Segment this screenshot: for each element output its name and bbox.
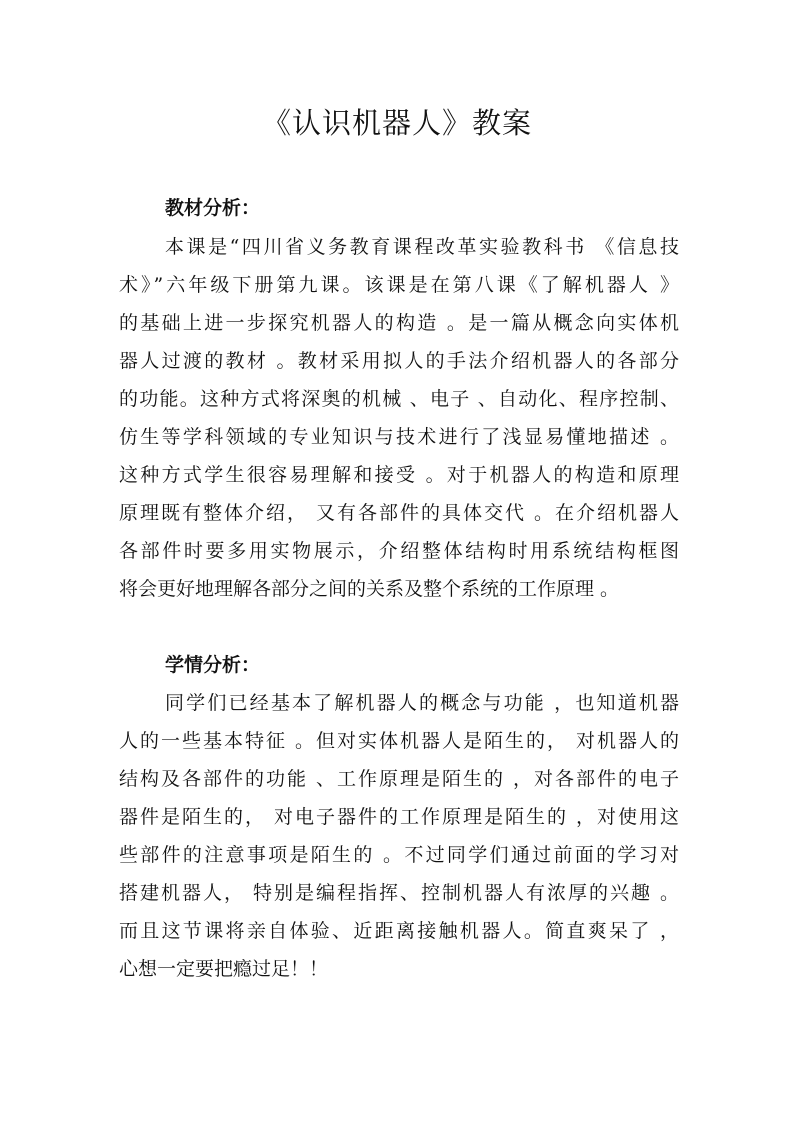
paragraph-line: 结构及各部件的功能 、工作原理是陌生的 ，对各部件的电子 <box>119 768 679 790</box>
paragraph-line: 的基础上进一步探究机器人的构造 。是一篇从概念向实体机 <box>119 312 679 334</box>
paragraph-line: 人的一些基本特征 。但对实体机器人是陌生的， 对机器人的 <box>119 730 679 752</box>
paragraph-line: 原理既有整体介绍， 又有各部件的具体交代 。在介绍机器人 <box>119 502 679 524</box>
paragraph-line: 器件是陌生的， 对电子器件的工作原理是陌生的 ，对使用这 <box>119 806 679 828</box>
paragraph-line: 的功能。这种方式将深奥的机械 、电子 、自动化、程序控制、 <box>119 388 679 410</box>
document-title: 《认识机器人》教案 <box>261 106 532 140</box>
paragraph-line: 这种方式学生很容易理解和接受 。对于机器人的构造和原理 <box>119 464 679 486</box>
paragraph-line: 器人过渡的教材 。教材采用拟人的手法介绍机器人的各部分 <box>119 350 679 372</box>
paragraph-line: 而且这节课将亲自体验、近距离接触机器人。简直爽呆了 ， <box>119 920 679 942</box>
paragraph-line: 心想一定要把瘾过足！！ <box>119 958 329 980</box>
paragraph-line: 同学们已经基本了解机器人的概念与功能 ，也知道机器 <box>165 692 679 714</box>
paragraph-line: 些部件的注意事项是陌生的 。不过同学们通过前面的学习对 <box>119 844 679 866</box>
section-heading-textbook-analysis: 教材分析： <box>165 197 261 219</box>
paragraph-line: 仿生等学科领域的专业知识与技术进行了浅显易懂地描述 。 <box>119 426 679 448</box>
paragraph-line: 各部件时要多用实物展示，介绍整体结构时用系统结构框图 <box>119 540 679 562</box>
section-heading-student-analysis: 学情分析： <box>165 654 261 676</box>
paragraph-line: 将会更好地理解各部分之间的关系及整个系统的工作原理 。 <box>119 578 620 600</box>
paragraph-line: 本课是“四川省义务教育课程改革实验教科书 《信息技 <box>165 236 679 258</box>
paragraph-line: 搭建机器人， 特别是编程指挥、控制机器人有浓厚的兴趣 。 <box>119 882 679 904</box>
paragraph-line: 术》”六年级下册第九课。该课是在第八课《了解机器人 》 <box>119 274 679 296</box>
